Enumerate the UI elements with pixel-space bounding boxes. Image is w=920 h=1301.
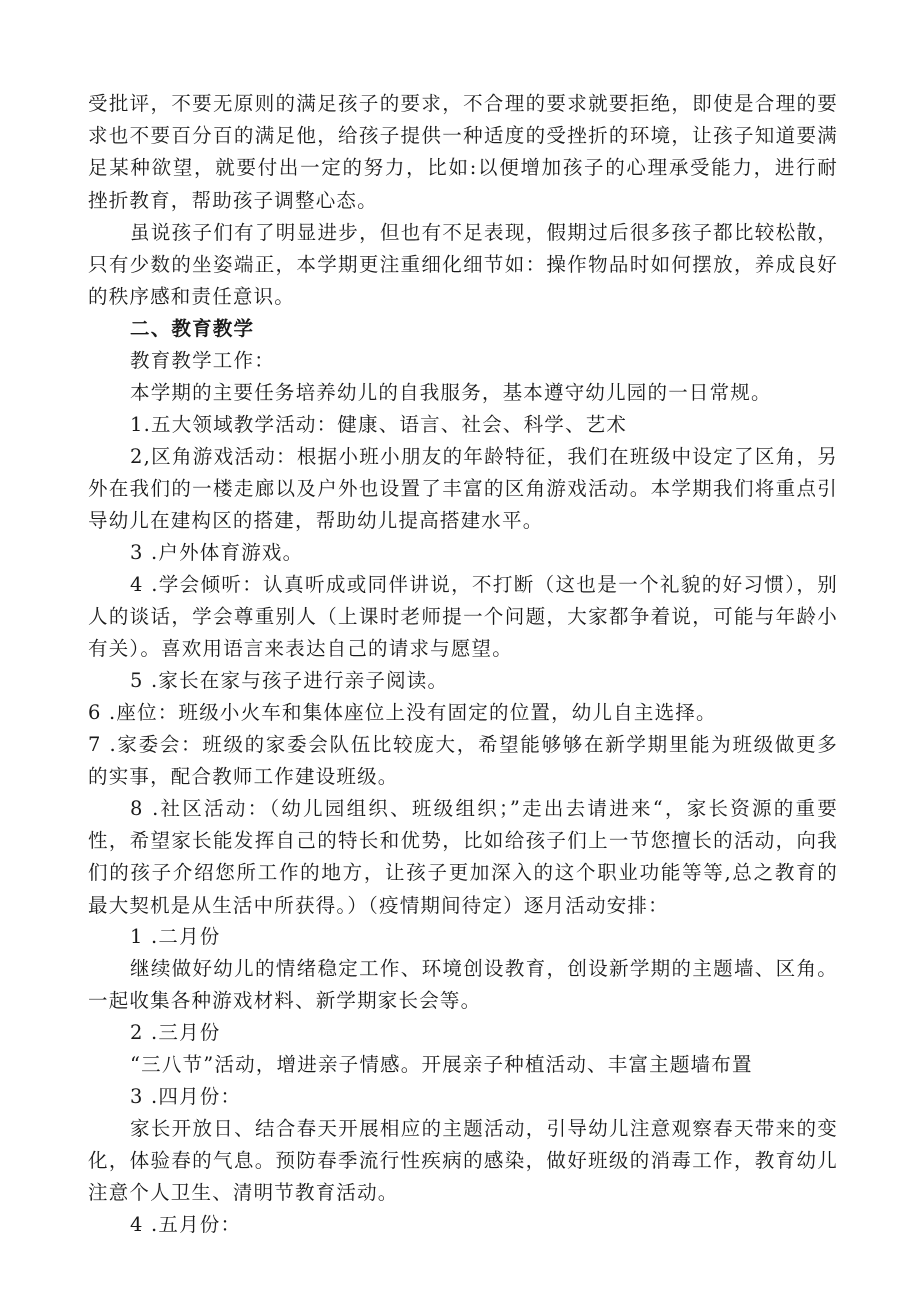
list-item-1: 1.五大领域教学活动：健康、语言、社会、科学、艺术 xyxy=(130,413,628,436)
month-heading-may: 4 .五月份： xyxy=(130,1213,242,1236)
paragraph-main-task: 本学期的主要任务培养幼儿的自我服务，基本遵守幼儿园的一日常规。 xyxy=(130,381,772,404)
paragraph-february: 继续做好幼儿的情绪稳定工作、环境创设教育，创设新学期的主题墙、区角。一起收集各种游戏材料、新学期家长会等。 xyxy=(88,957,838,1013)
list-item-7: 7 .家委会：班级的家委会队伍比较庞大，希望能够够在新学期里能为班级做更多的实事，配合教师工作建设班级。 xyxy=(88,733,838,789)
month-heading-march: 2 .三月份 xyxy=(130,1021,221,1044)
paragraph-criticism: 受批评，不要无原则的满足孩子的要求，不合理的要求就要拒绝，即使是合理的要求也不要百分百的满足他，给孩子提供一种适度的受挫折的环境，让孩子知道要满足某种欲望，就要付出一定的努力，比如:以便增加孩子的心理承受能力，进行耐挫折教育，帮助孩子调整心态。 xyxy=(88,92,838,212)
paragraph-work-label: 教育教学工作： xyxy=(130,349,275,372)
list-item-5: 5 .家长在家与孩子进行亲子阅读。 xyxy=(130,669,449,692)
list-item-4: 4 .学会倾听：认真听成或同伴讲说，不打断（这也是一个礼貌的好习惯），别人的谈话，学会尊重别人（上课时老师提一个问题，大家都争着说，可能与年龄小有关）。喜欢用语言来表达自己的请求与愿望。 xyxy=(88,573,838,661)
paragraph-progress: 虽说孩子们有了明显进步，但也有不足表现，假期过后很多孩子都比较松散，只有少数的坐姿端正，本学期更注重细化细节如：操作物品时如何摆放，养成良好的秩序感和责任意识。 xyxy=(88,221,838,309)
paragraph-march: “三八节”活动，增进亲子情感。开展亲子种植活动、丰富主题墙布置 xyxy=(130,1053,753,1076)
list-item-6: 6 .座位：班级小火车和集体座位上没有固定的位置，幼儿自主选择。 xyxy=(88,701,717,724)
list-item-3: 3 .户外体育游戏。 xyxy=(130,541,304,564)
list-item-2: 2,区角游戏活动：根据小班小朋友的年龄特征，我们在班级中设定了区角，另外在我们的一楼走廊以及户外也设置了丰富的区角游戏活动。本学期我们将重点引导幼儿在建构区的搭建，帮助幼儿提高搭建水平。 xyxy=(88,445,838,533)
section-heading-education: 二、教育教学 xyxy=(130,317,255,340)
month-heading-april: 3 .四月份： xyxy=(130,1085,242,1108)
paragraph-april: 家长开放日、结合春天开展相应的主题活动，引导幼儿注意观察春天带来的变化，体验春的气息。预防春季流行性疾病的感染，做好班级的消毒工作，教育幼儿注意个人卫生、清明节教育活动。 xyxy=(88,1117,838,1205)
month-heading-february: 1 .二月份 xyxy=(130,925,221,948)
list-item-8: 8 .社区活动：（幼儿园组织、班级组织；”走出去请进来“，家长资源的重要性，希望家长能发挥自己的特长和优势，比如给孩子们上一节您擅长的活动，向我们的孩子介绍您所工作的地方，让孩子更加深入的这个职业功能等等,总之教育的最大契机是从生活中所获得。）（疫情期间待定）逐月活动安排： xyxy=(88,797,838,917)
